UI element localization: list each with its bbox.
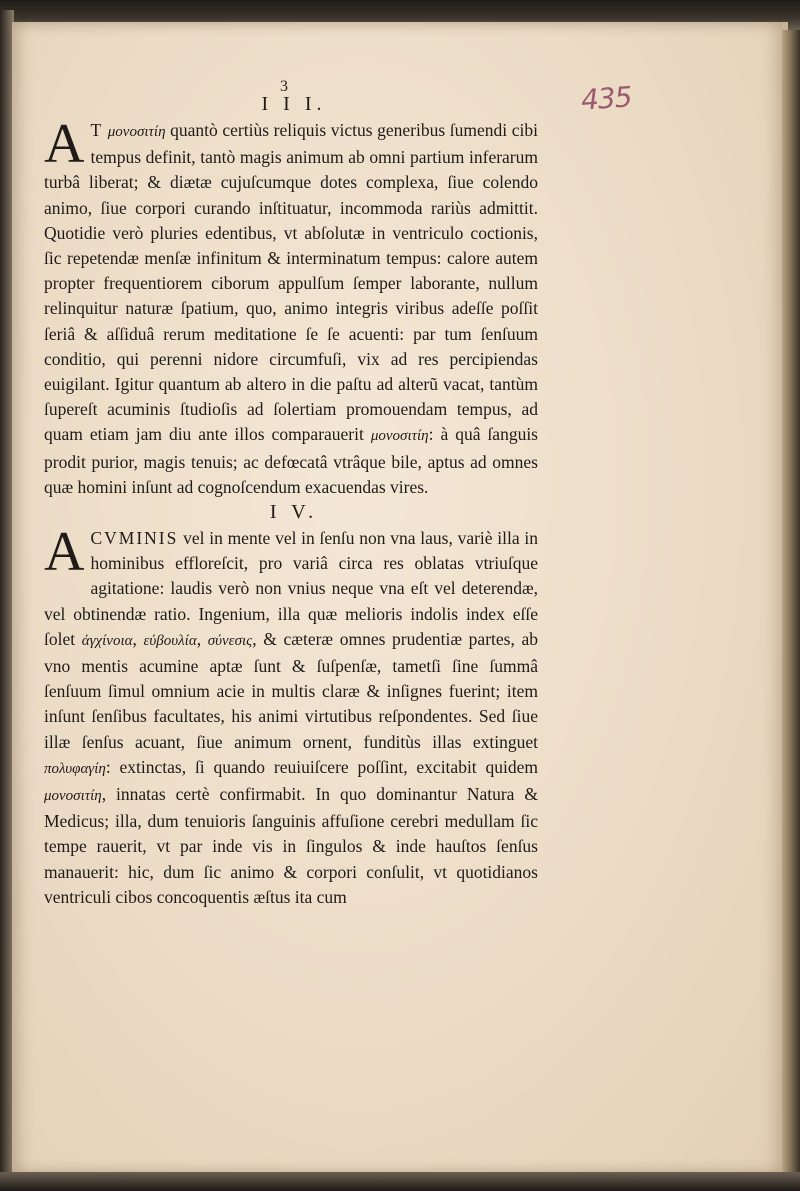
book-bottom-edge <box>0 1172 800 1191</box>
text-run: quantò certiùs reliquis victus generibus ſumendi cibi tempus definit, tantò magis animum ab omni partium inferarum turbâ liberat; & diætæ cujuſcumque dotes complexa, ſiue colendo animo, ſiue corpori curando inſtituatur, incommoda rariùs admittit. Quotidie verò pluries edentibus, vt abſolutæ in ventriculo coctionis, ſic repetendæ menſæ infinitum & interminatum tempus: calore autem propter frequentiorem ciborum appulſum ſemper laborante, nullum relinquitur naturæ ſpatium, quo, animo integris viribus adeſſe poſſit ſeriâ & aſſiduâ rerum meditatione ſe ſe acuenti: par tum ſenſuum conditio, qui perenni nidore circumfuſi, vix ad res percipiendas euigilant. Igitur quantum ab altero in die paſtu ad alterũ vacat, tantùm ſupereſt acuminis ſtudioſis ad ſolertiam promouendam tempus, ad quam etiam jam diu ante illos comparauerit <box>44 120 539 445</box>
drop-cap: A <box>44 113 85 175</box>
section-1 <box>44 92 538 500</box>
greek-term: εὐβουλία <box>143 632 197 649</box>
section-paragraph <box>44 113 539 500</box>
text-run: , <box>196 628 208 649</box>
text-run: , & cæteræ omnes prudentiæ partes, ab vno mentis acumine aptæ ſunt & ſuſpenſæ, tametſi ſine ſummâ ſenſuum ſimul omnium acie in multis claræ & inſignes fuerint; item inſunt ſenſibus facultates, his animi virtutibus reſpondentes. Sed ſiue illæ ſenſus acuant, ſiue animum ornent, funditùs illas extinguet <box>44 628 538 752</box>
sections-container <box>44 92 538 910</box>
greek-term: σύνεσις <box>207 632 253 649</box>
greek-term: ἀγχίνοια <box>81 632 133 649</box>
section-2 <box>44 500 538 910</box>
main-text-block <box>44 92 538 910</box>
text-run: vel in mente vel in ſenſu non vna laus, variè illa in hominibus effloreſcit, pro variâ circa res oblatas vtriuſque agitatione: laudis verò non vnius neque vna eſt vel deterendæ, vel obtinendæ ratio. Ingenium, illa quæ melioris indolis index eſſe ſolet <box>44 528 538 649</box>
lead-word: T <box>90 120 104 140</box>
text-run: : extinctas, ſi quando reuiuiſcere poſſint, excitabit quidem <box>105 756 538 777</box>
signature-number: 3 <box>280 78 288 95</box>
page-fore-edge <box>782 30 800 1180</box>
handwritten-folio-number: 435 <box>579 80 633 117</box>
section-heading: I V. <box>269 501 319 524</box>
text-run: : à quâ ſanguis prodit purior, magis tenuis; ac defœcatâ vtrâque bile, aptus ad omnes quæ homini inſunt ad cognoſcendum exacuendas vires. <box>44 424 538 497</box>
greek-term: μονοσιτίη <box>107 124 166 140</box>
drop-cap: A <box>44 521 85 584</box>
greek-term: μονοσιτίη <box>370 428 429 445</box>
section-paragraph <box>44 521 538 910</box>
greek-term: μονοσιτίη <box>44 788 102 805</box>
greek-term: πολυφαγίη <box>44 760 106 777</box>
text-run: , innatas certè confirmabit. In quo dominantur Natura & Medicus; illa, dum tenuioris ſanguinis affuſione cerebri medullam ſic tempe rauerit, vt par inde vis in ſingulos & inde hauſtos ſenſus manauerit: hic, dum ſic animo & corpori conſulit, vt quotidianos ventriculi cibos concoquentis æſtus ita cum <box>44 784 538 907</box>
text-run: , <box>132 628 144 649</box>
lead-word: CVMINIS <box>90 528 179 549</box>
section-heading: I I I. <box>261 93 327 115</box>
